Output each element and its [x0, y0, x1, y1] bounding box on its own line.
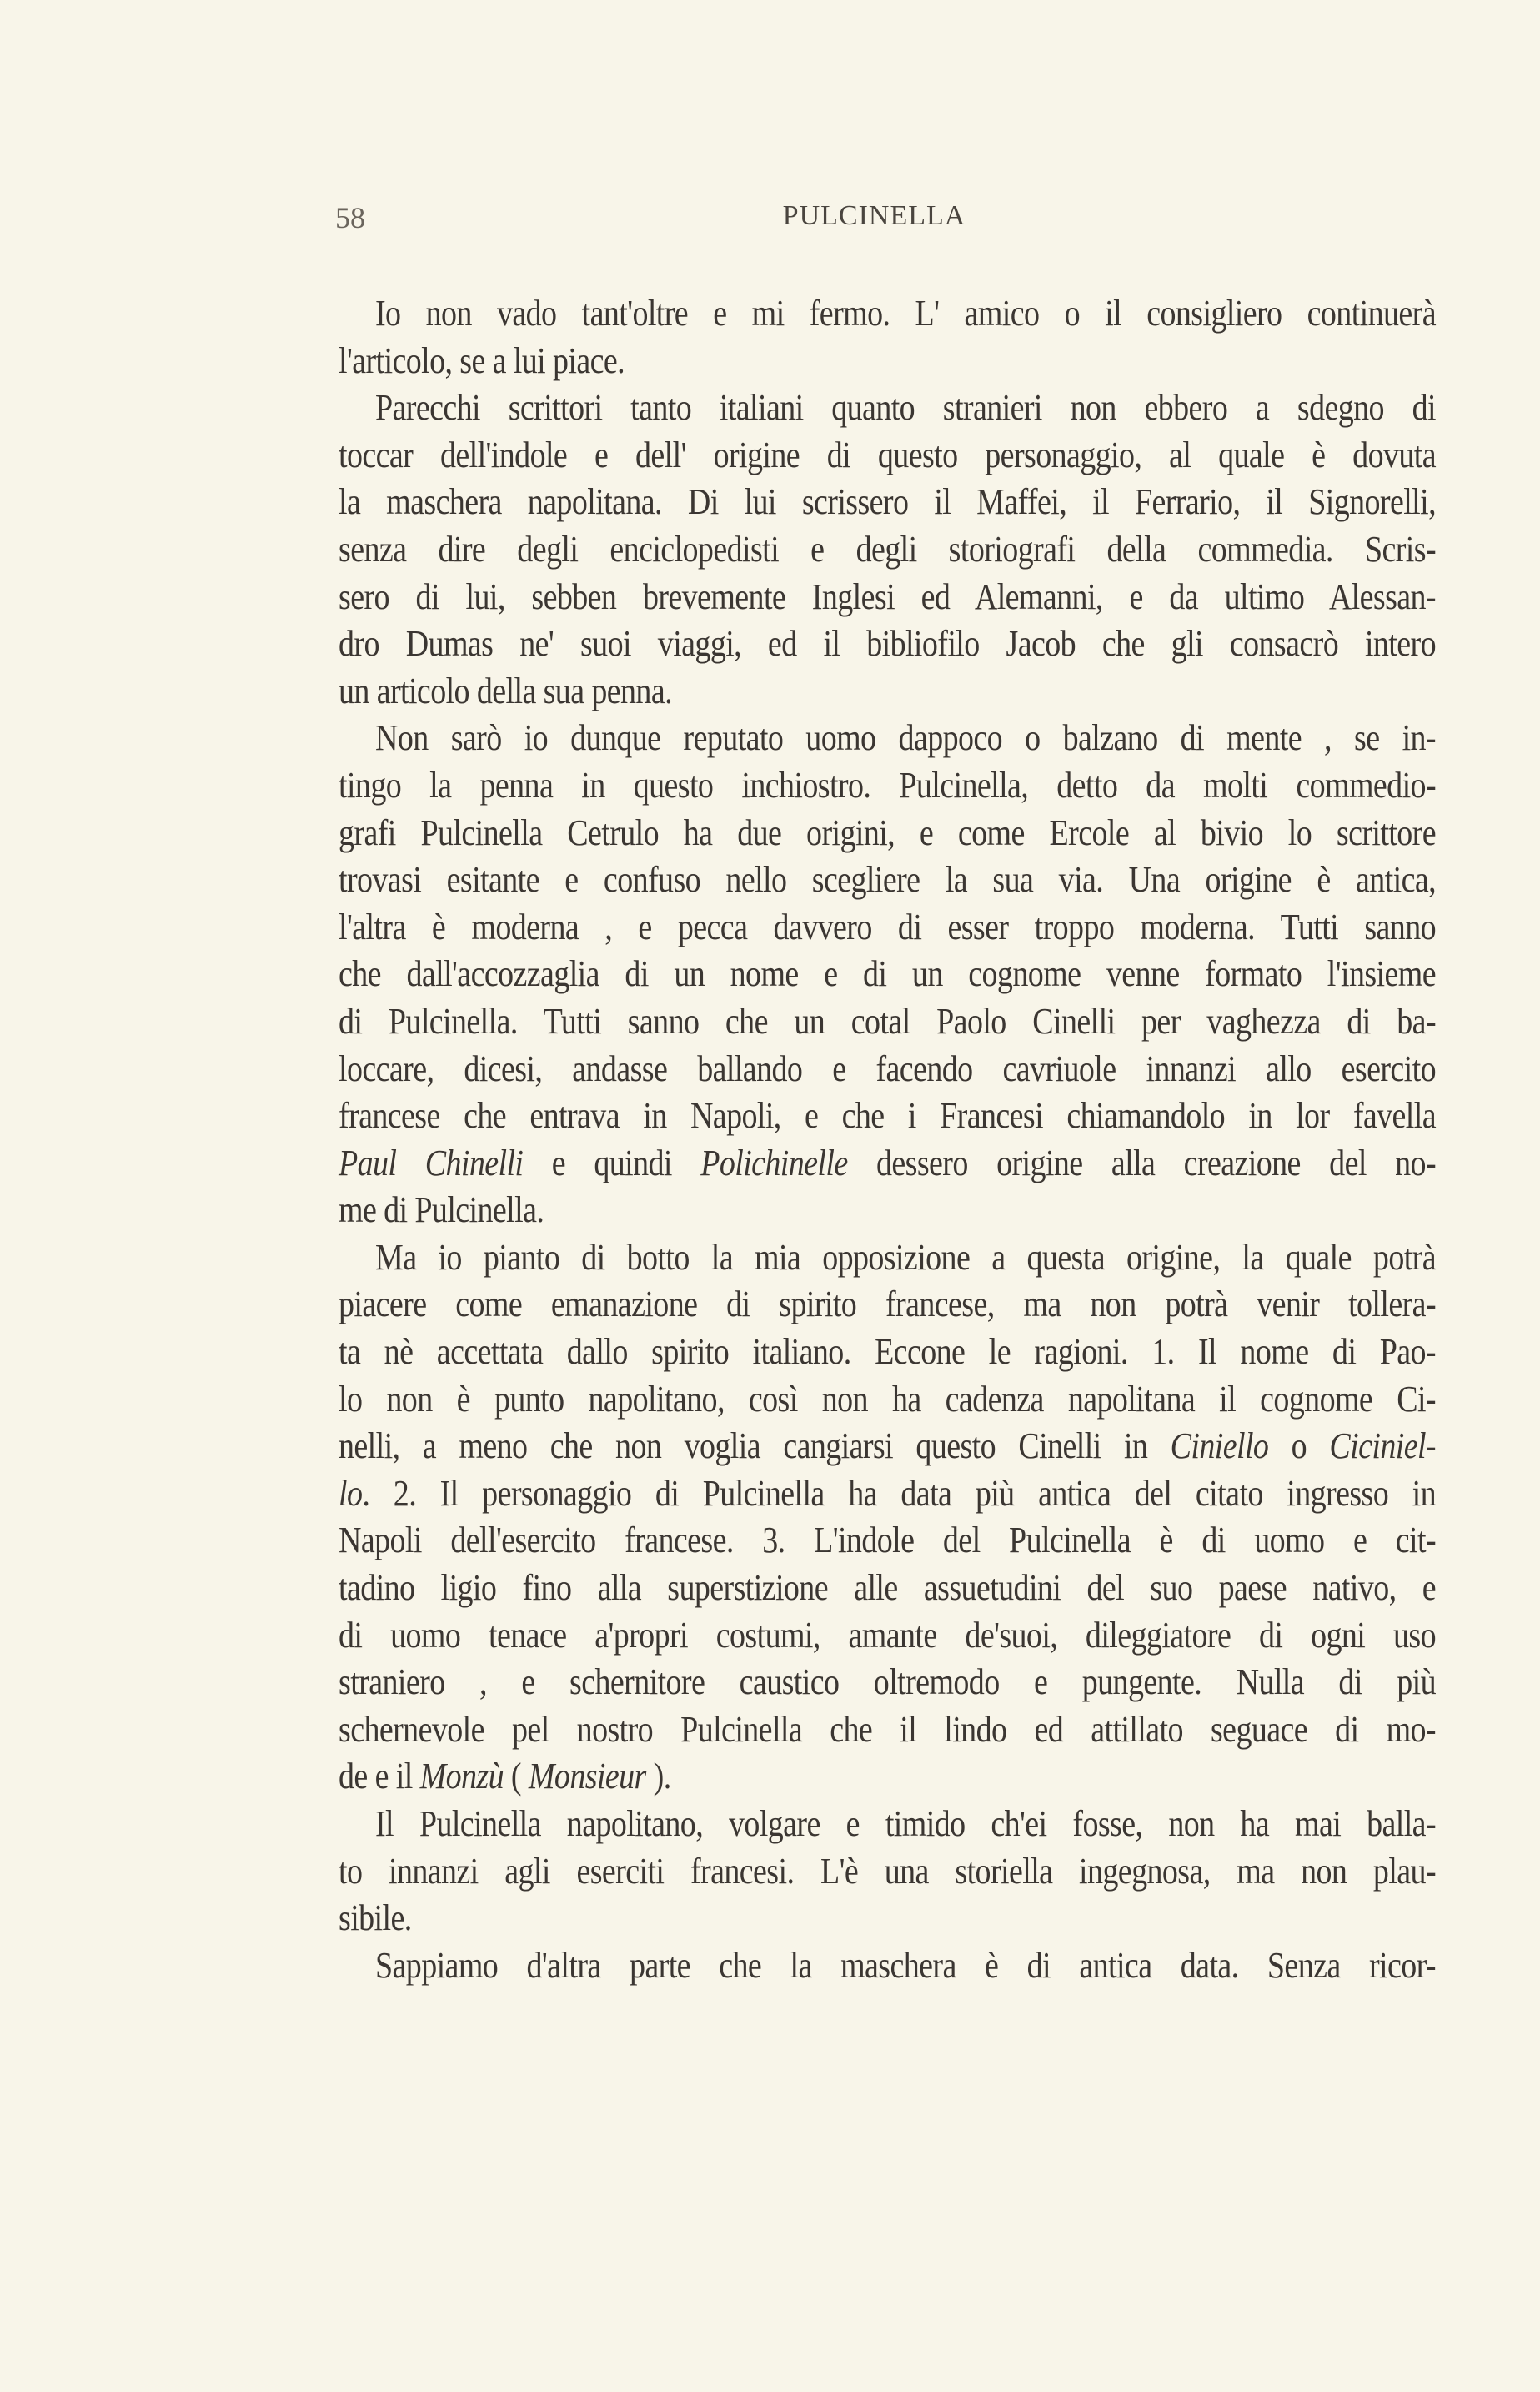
- text-line: Napoli dell'esercito francese. 3. L'indole del Pulcinella è di uomo e cit-: [339, 1520, 1436, 1562]
- text-line: Parecchi scrittori tanto italiani quanto stranieri non ebbero a sdegno di: [375, 387, 1436, 429]
- text-line: dro Dumas ne' suoi viaggi, ed il bibliofilo Jacob che gli consacrò intero: [339, 623, 1436, 665]
- text-line: la maschera napolitana. Di lui scrissero il Maffei, il Ferrario, il Signorelli,: [339, 481, 1436, 524]
- italic-text: Ciciniel-: [1329, 1425, 1436, 1467]
- text-line: che dall'accozzaglia di un nome e di un cognome venne formato l'insieme: [339, 953, 1436, 996]
- italic-text: Paul Chinelli: [339, 1142, 524, 1184]
- text-line: trovasi esitante e confuso nello scegliere la sua via. Una origine è antica,: [339, 859, 1436, 901]
- text-line: francese che entrava in Napoli, e che i Francesi chiamandolo in lor favella: [339, 1095, 1436, 1137]
- text-line: ta nè accettata dallo spirito italiano. Eccone le ragioni. 1. Il nome di Pao-: [339, 1331, 1436, 1373]
- text-line: toccar dell'indole e dell' origine di questo personaggio, al quale è dovuta: [339, 434, 1436, 476]
- text-line: sero di lui, sebben brevemente Inglesi ed Alemanni, e da ultimo Alessan-: [339, 575, 1436, 618]
- text-line: lo non è punto napolitano, così non ha cadenza napolitana il cognome Ci-: [339, 1378, 1436, 1420]
- text: (: [504, 1756, 529, 1798]
- page-body: [339, 290, 1436, 1989]
- running-title: PULCINELLA: [782, 200, 966, 231]
- text: ).: [645, 1756, 671, 1798]
- page-number: 58: [335, 201, 365, 234]
- text-line: Sappiamo d'altra parte che la maschera è di antica data. Senza ricor-: [375, 1944, 1436, 1987]
- text-line: tadino ligio fino alla superstizione alle assuetudini del suo paese nativo, e: [339, 1567, 1436, 1609]
- text-line: Ma io pianto di botto la mia opposizione a questa origine, la quale potrà: [375, 1237, 1436, 1279]
- text-line: loccare, dicesi, andasse ballando e facendo cavriuole innanzi allo esercito: [339, 1048, 1436, 1090]
- text-line: tingo la penna in questo inchiostro. Pulcinella, detto da molti commedio-: [339, 765, 1436, 807]
- text-line: Non sarò io dunque reputato uomo dappoco o balzano di mente , se in-: [375, 717, 1436, 760]
- text-line: un articolo della sua penna.: [339, 670, 672, 712]
- text-line: Il Pulcinella napolitano, volgare e timido ch'ei fosse, non ha mai balla-: [375, 1803, 1436, 1845]
- text-line: straniero , e schernitore caustico oltremodo e pungente. Nulla di più: [339, 1661, 1436, 1703]
- text-line: sibile.: [339, 1897, 412, 1939]
- text-line: me di Pulcinella.: [339, 1189, 544, 1232]
- italic-text: Polichinelle: [700, 1142, 848, 1184]
- text: nelli, a meno che non voglia cangiarsi questo Cinelli in: [339, 1425, 1171, 1467]
- text: e quindi: [523, 1142, 701, 1184]
- text-line: grafi Pulcinella Cetrulo ha due origini, e come Ercole al bivio lo scrittore: [339, 812, 1436, 854]
- text: de e il: [339, 1756, 420, 1798]
- italic-text: Ciniello: [1170, 1425, 1269, 1467]
- text-line: piacere come emanazione di spirito francese, ma non potrà venir tollera-: [339, 1284, 1436, 1326]
- text: . 2. Il personaggio di Pulcinella ha data più antica del citato ingresso in: [362, 1473, 1436, 1515]
- text-line: senza dire degli enciclopedisti e degli storiografi della commedia. Scris-: [339, 529, 1436, 570]
- text-line: schernevole pel nostro Pulcinella che il lindo ed attillato seguace di mo-: [339, 1708, 1436, 1751]
- text-line: Io non vado tant'oltre e mi fermo. L' amico o il consigliero continuerà: [375, 293, 1436, 334]
- italic-text: lo: [339, 1473, 363, 1515]
- text-line: di Pulcinella. Tutti sanno che un cotal Paolo Cinelli per vaghezza di ba-: [339, 1001, 1436, 1043]
- italic-text: Monsieur: [528, 1756, 646, 1798]
- text-line: to innanzi agli eserciti francesi. L'è una storiella ingegnosa, ma non plau-: [339, 1850, 1436, 1892]
- text: dessero origine alla creazione del no-: [847, 1142, 1437, 1184]
- italic-text: Monzù: [419, 1756, 504, 1798]
- text-line: l'articolo, se a lui piace.: [339, 339, 625, 382]
- text-line: di uomo tenace a'propri costumi, amante de'suoi, dileggiatore di ogni uso: [339, 1614, 1436, 1656]
- text-line: l'altra è moderna , e pecca davvero di esser troppo moderna. Tutti sanno: [339, 906, 1436, 948]
- text: o: [1268, 1425, 1330, 1467]
